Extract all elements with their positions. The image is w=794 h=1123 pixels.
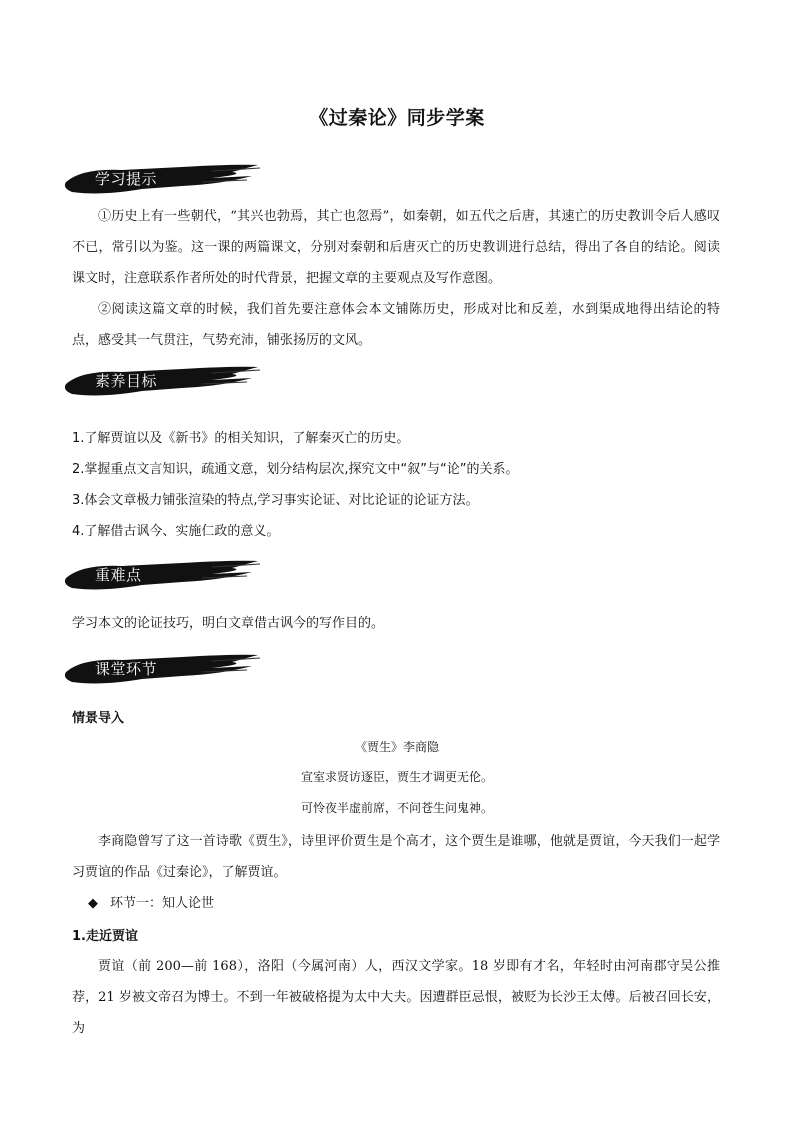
section-bullet — [88, 892, 214, 911]
bullet-text: 环节一：知人论世 — [110, 896, 215, 911]
section-heading: 重难点 — [95, 566, 142, 584]
key-text: 学习本文的论证技巧，明白文章借古讽今的写作目的。 — [72, 616, 385, 631]
goal-item: 3.体会文章极力铺张渲染的特点,学习事实论证、对比论证的论证方法。 — [72, 493, 479, 508]
intro-paragraph: 李商隐曾写了这一首诗歌《贾生》，诗里评价贾生是个高才，这个贾生是谁哪，他就是贾谊，今天我们一起学习贾谊的作品《过秦论》，了解贾谊。 — [72, 834, 720, 880]
intro-title: 情景导入 — [72, 711, 125, 726]
section-banner-class — [62, 652, 262, 688]
ink-brush-icon — [62, 162, 262, 198]
bio-paragraph: 贾谊（前 200—前 168），洛阳（今属河南）人，西汉文学家。18 岁即有才名，年轻时由河南郡守吴公推荐，21 岁被文帝召为博士。不到一年被破格提为太中大夫。因遭群臣忌恨，被贬为长沙王太傅。后被召回长安，为 — [72, 959, 720, 1036]
sub-title: 1.走近贾谊 — [72, 929, 138, 944]
section-heading: 素养目标 — [95, 372, 158, 390]
poem-line: 可怜夜半虚前席，不问苍生问鬼神。 — [300, 801, 493, 815]
section-banner-key — [62, 558, 262, 594]
tips-paragraph-2: ②阅读这篇文章的时候，我们首先要注意体会本文铺陈历史，形成对比和反差，水到渠成地得出结论的特点，感受其一气贯注，气势充沛，铺张扬厉的文风。 — [72, 302, 720, 348]
page-title: 《过秦论》同步学案 — [309, 107, 485, 129]
poem-title: 《贾生》李商隐 — [354, 740, 439, 754]
goal-item: 1.了解贾谊以及《新书》的相关知识，了解秦灭亡的历史。 — [72, 431, 410, 446]
goal-item: 4.了解借古讽今、实施仁政的意义。 — [72, 524, 280, 539]
ink-brush-icon — [62, 558, 262, 594]
tips-paragraph-1: ①历史上有一些朝代，“其兴也勃焉，其亡也忽焉”，如秦朝，如五代之后唐，其速亡的历史教训令后人感叹不已，常引以为鉴。这一课的两篇课文，分别对秦朝和后唐灭亡的历史教训进行总结，得出了各自的结论。阅读课文时，注意联系作者所处的时代背景，把握文章的主要观点及写作意图。 — [72, 209, 720, 286]
section-banner-goals — [62, 364, 262, 400]
section-banner-tips — [62, 162, 262, 198]
section-heading: 课堂环节 — [95, 660, 158, 678]
poem-line: 宣室求贤访逐臣，贾生才调更无伦。 — [300, 770, 493, 784]
section-heading: 学习提示 — [95, 170, 158, 188]
diamond-bullet-icon: ◆ — [88, 896, 98, 911]
ink-brush-icon — [62, 364, 262, 400]
goal-item: 2.掌握重点文言知识，疏通文意，划分结构层次,探究文中“叙”与“论”的关系。 — [72, 462, 519, 477]
ink-brush-icon — [62, 652, 262, 688]
